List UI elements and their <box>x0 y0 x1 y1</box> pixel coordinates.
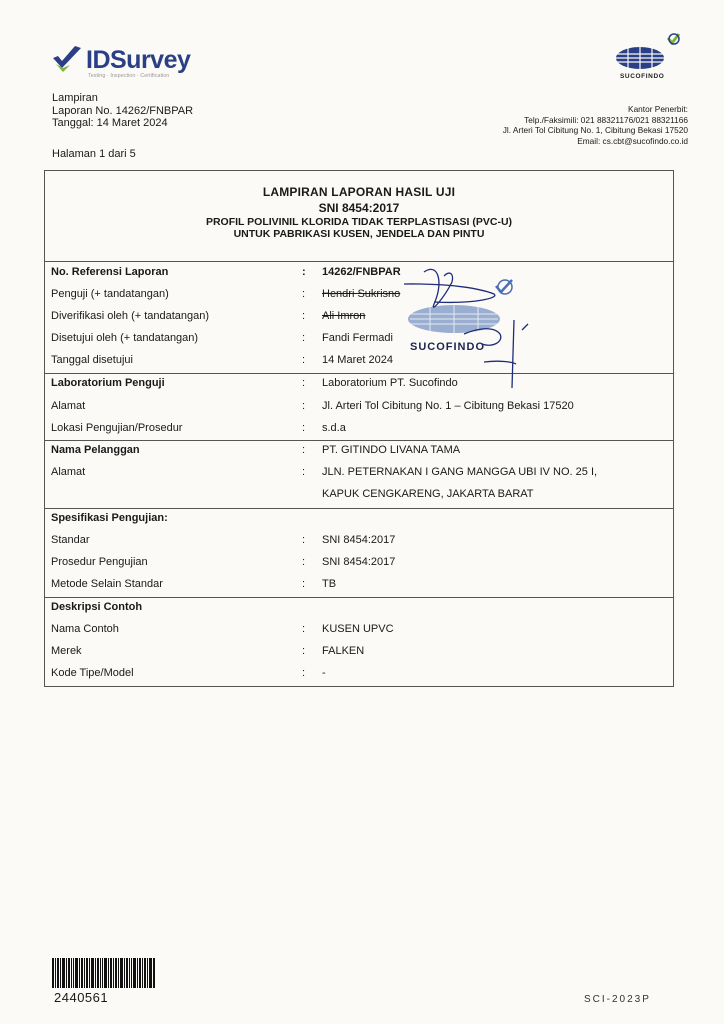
issuer-address: Jl. Arteri Tol Cibitung No. 1, Cibitung Bekasi 17520 <box>502 125 688 135</box>
row-value: JLN. PETERNAKAN I GANG MANGGA UBI IV NO. 25 I, <box>322 466 598 478</box>
row-label: Penguji (+ tandatangan) <box>51 288 169 300</box>
idsurvey-mark-icon <box>50 44 84 74</box>
page-number: Halaman 1 dari 5 <box>52 148 136 160</box>
issuer-phone: Telp./Faksimili: 021 88321176/021 88321166 <box>524 114 688 125</box>
form-code: SCI-2023P <box>584 994 651 1005</box>
table-row <box>45 441 673 461</box>
report-meta <box>52 92 193 130</box>
issuer-label: Kantor Penerbit: <box>628 104 688 114</box>
row-value: PT. GITINDO LIVANA TAMA <box>322 444 461 456</box>
table-row <box>45 374 673 394</box>
row-value: SNI 8454:2017 <box>322 534 396 546</box>
table-row <box>45 531 673 551</box>
idsurvey-tagline: Testing · Inspection · Certification <box>88 73 170 79</box>
row-value: - <box>322 667 326 679</box>
row-label: Alamat <box>51 400 86 412</box>
row-label: Lokasi Pengujian/Prosedur <box>51 422 183 434</box>
idsurvey-word-id: ID <box>86 46 110 74</box>
row-label: Nama Contoh <box>51 623 119 635</box>
sucofindo-logo <box>612 30 682 86</box>
row-label: No. Referensi Laporan <box>51 266 169 278</box>
table-row <box>45 620 673 640</box>
row-colon: : <box>302 288 306 300</box>
row-colon: : <box>302 310 306 322</box>
barcode-number: 2440561 <box>54 990 109 1005</box>
sucofindo-logo-text: SUCOFINDO <box>620 73 665 80</box>
row-colon: : <box>302 556 306 568</box>
row-value: KUSEN UPVC <box>322 623 394 635</box>
issuer-office <box>503 104 688 146</box>
row-label: Prosedur Pengujian <box>51 556 148 568</box>
row-colon: : <box>302 444 306 456</box>
title-line-2: SNI 8454:2017 <box>318 201 400 215</box>
row-value: Hendri Sukrisno <box>322 288 401 300</box>
row-value: Laboratorium PT. Sucofindo <box>322 377 458 389</box>
row-label: Deskripsi Contoh <box>51 601 143 613</box>
title-line-4: UNTUK PABRIKASI KUSEN, JENDELA DAN PINTU <box>233 228 485 240</box>
row-value: Ali Imron <box>322 310 366 322</box>
row-label: Spesifikasi Pengujian: <box>51 512 168 524</box>
row-label: Tanggal disetujui <box>51 354 133 366</box>
title-line-3: PROFIL POLIVINIL KLORIDA TIDAK TERPLASTISASI (PVC-U) <box>205 216 513 228</box>
row-colon: : <box>302 377 306 389</box>
row-label: Alamat <box>51 466 86 478</box>
row-value-line-2: KAPUK CENGKARENG, JAKARTA BARAT <box>322 488 534 500</box>
table-row <box>45 463 673 507</box>
table-row <box>45 553 673 573</box>
row-label: Merek <box>51 645 82 657</box>
idsurvey-word-survey: Survey <box>110 46 191 74</box>
row-colon: : <box>302 534 306 546</box>
report-date: Tanggal: 14 Maret 2024 <box>52 117 168 129</box>
title-line-1: LAMPIRAN LAPORAN HASIL UJI <box>262 185 456 199</box>
table-row <box>45 307 673 327</box>
row-value: s.d.a <box>322 422 346 434</box>
row-label: Diverifikasi oleh (+ tandatangan) <box>51 310 210 322</box>
table-row <box>45 598 673 618</box>
table-row <box>45 329 673 349</box>
row-colon: : <box>302 466 306 478</box>
sucofindo-globe-icon <box>612 30 682 72</box>
lampiran-label: Lampiran <box>52 92 98 104</box>
row-value: TB <box>322 578 337 590</box>
row-colon: : <box>302 578 306 590</box>
row-value: Jl. Arteri Tol Cibitung No. 1 – Cibitung Bekasi 17520 <box>322 400 574 412</box>
report-title <box>45 185 673 240</box>
table-row <box>45 664 673 684</box>
barcode-icon <box>52 958 156 988</box>
stamp-text: SUCOFINDO <box>410 341 485 353</box>
table-row <box>45 351 673 371</box>
row-label: Standar <box>51 534 90 546</box>
row-colon: : <box>302 400 306 412</box>
row-colon: : <box>302 422 306 434</box>
row-label: Nama Pelanggan <box>51 444 140 456</box>
sucofindo-stamp-icon <box>404 264 554 392</box>
report-table <box>44 170 674 687</box>
signature-stamp <box>404 264 554 392</box>
row-colon: : <box>302 266 306 278</box>
row-value: 14262/FNBPAR <box>322 266 401 278</box>
row-colon: : <box>302 667 306 679</box>
row-value: FALKEN <box>322 645 365 657</box>
table-row <box>45 509 673 529</box>
table-row <box>45 642 673 662</box>
barcode <box>52 958 156 988</box>
row-colon: : <box>302 354 306 366</box>
issuer-email: Email: cs.cbt@sucofindo.co.id <box>577 135 688 146</box>
table-row <box>45 397 673 417</box>
row-label: Disetujui oleh (+ tandatangan) <box>51 332 199 344</box>
row-label: Metode Selain Standar <box>51 578 163 590</box>
table-row <box>45 285 673 305</box>
idsurvey-wordmark <box>86 46 190 75</box>
laporan-number: Laporan No. 14262/FNBPAR <box>52 104 194 117</box>
table-row <box>45 575 673 595</box>
row-value: 14 Maret 2024 <box>322 354 393 366</box>
row-label: Laboratorium Penguji <box>51 377 165 389</box>
row-value: Fandi Fermadi <box>322 332 393 344</box>
idsurvey-logo <box>50 44 200 84</box>
row-label: Kode Tipe/Model <box>51 667 134 679</box>
table-row <box>45 263 673 283</box>
table-row <box>45 419 673 439</box>
row-colon: : <box>302 332 306 344</box>
row-value: SNI 8454:2017 <box>322 556 396 568</box>
divider <box>45 261 673 262</box>
row-colon: : <box>302 623 306 635</box>
row-colon: : <box>302 645 306 657</box>
